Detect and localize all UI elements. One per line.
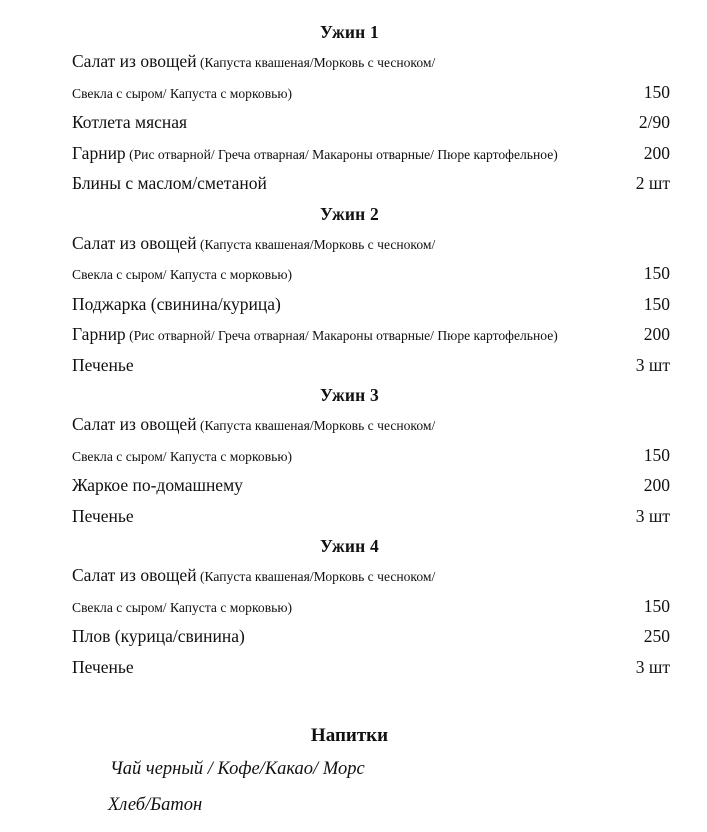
menu-row <box>0 502 707 533</box>
menu-row <box>0 108 707 139</box>
menu-row <box>0 471 707 502</box>
menu-item-price: 150 <box>643 81 670 102</box>
menu-item-label: Жаркое по-домашнему <box>72 475 243 495</box>
menu-row <box>0 653 707 684</box>
menu-item-label: Салат из овощей (Капуста квашеная/Морковь с чесноком/ <box>72 414 436 434</box>
menu-item-price: 150 <box>643 293 670 314</box>
menu-row <box>0 290 707 321</box>
section-heading-dinner-3: Ужин 3 <box>320 385 379 405</box>
menu-row <box>0 139 707 170</box>
menu-item-label: Поджарка (свинина/курица) <box>72 293 281 314</box>
menu-row <box>0 169 707 200</box>
section-heading-dinner-1: Ужин 1 <box>320 22 379 42</box>
menu-item-label: Свекла с сыром/ Капуста с морковью) <box>72 267 292 282</box>
menu-item-label: Плов (курица/свинина) <box>72 626 245 646</box>
menu-item-label: Блины с маслом/сметаной <box>72 173 267 193</box>
menu-item-label: Котлета мясная <box>72 112 188 132</box>
menu-item-label: Салат из овощей (Капуста квашеная/Морковь с чесноком/ <box>72 51 436 71</box>
menu-item-price: 250 <box>643 626 670 646</box>
menu-item-price: 2 шт <box>635 173 670 193</box>
menu-row <box>0 622 707 653</box>
menu-row <box>0 410 707 441</box>
menu-row <box>0 351 707 382</box>
menu-item-price: 3 шт <box>635 505 670 526</box>
section-heading-dinner-4: Ужин 4 <box>320 536 379 556</box>
menu-item-label: Свекла с сыром/ Капуста с морковью) <box>72 85 292 101</box>
menu-item-label: Свекла с сыром/ Капуста с морковью) <box>72 448 292 464</box>
bread-line: Хлеб/Батон <box>108 795 203 815</box>
menu-item-label: Салат из овощей (Капуста квашеная/Морковь с чесноком/ <box>72 565 436 585</box>
menu-row <box>0 592 707 623</box>
menu-item-label: Печенье <box>72 505 134 526</box>
menu-item-price: 200 <box>643 475 670 495</box>
menu-item-price: 3 шт <box>635 656 670 677</box>
menu-item-price: 200 <box>643 142 670 163</box>
menu-item-price: 150 <box>643 263 670 283</box>
menu-item-price: 200 <box>643 324 670 344</box>
menu-item-price: 150 <box>643 444 670 465</box>
section-heading-drinks: Напитки <box>310 725 389 746</box>
menu-item-label: Печенье <box>72 656 134 677</box>
menu-item-label: Свекла с сыром/ Капуста с морковью) <box>72 599 292 615</box>
menu-row <box>0 441 707 472</box>
menu-item-label: Печенье <box>72 354 134 375</box>
menu-row <box>0 47 707 78</box>
menu-row <box>0 561 707 592</box>
section-heading-dinner-2: Ужин 2 <box>320 203 379 224</box>
drinks-line: Чай черный / Кофе/Какао/ Морс <box>110 759 365 779</box>
menu-row <box>0 259 707 290</box>
menu-item-price: 2/90 <box>638 112 670 132</box>
menu-row <box>0 320 707 351</box>
menu-row <box>0 78 707 109</box>
menu-item-label: Гарнир (Рис отварной/ Греча отварная/ Макароны отварные/ Пюре картофельное) <box>72 142 558 163</box>
menu-item-label: Салат из овощей (Капуста квашеная/Морковь с чесноком/ <box>72 232 436 253</box>
menu-row <box>0 229 707 260</box>
menu-item-label: Гарнир (Рис отварной/ Греча отварная/ Макароны отварные/ Пюре картофельное) <box>72 324 558 344</box>
menu-item-price: 150 <box>643 595 670 616</box>
menu-item-price: 3 шт <box>635 354 670 375</box>
